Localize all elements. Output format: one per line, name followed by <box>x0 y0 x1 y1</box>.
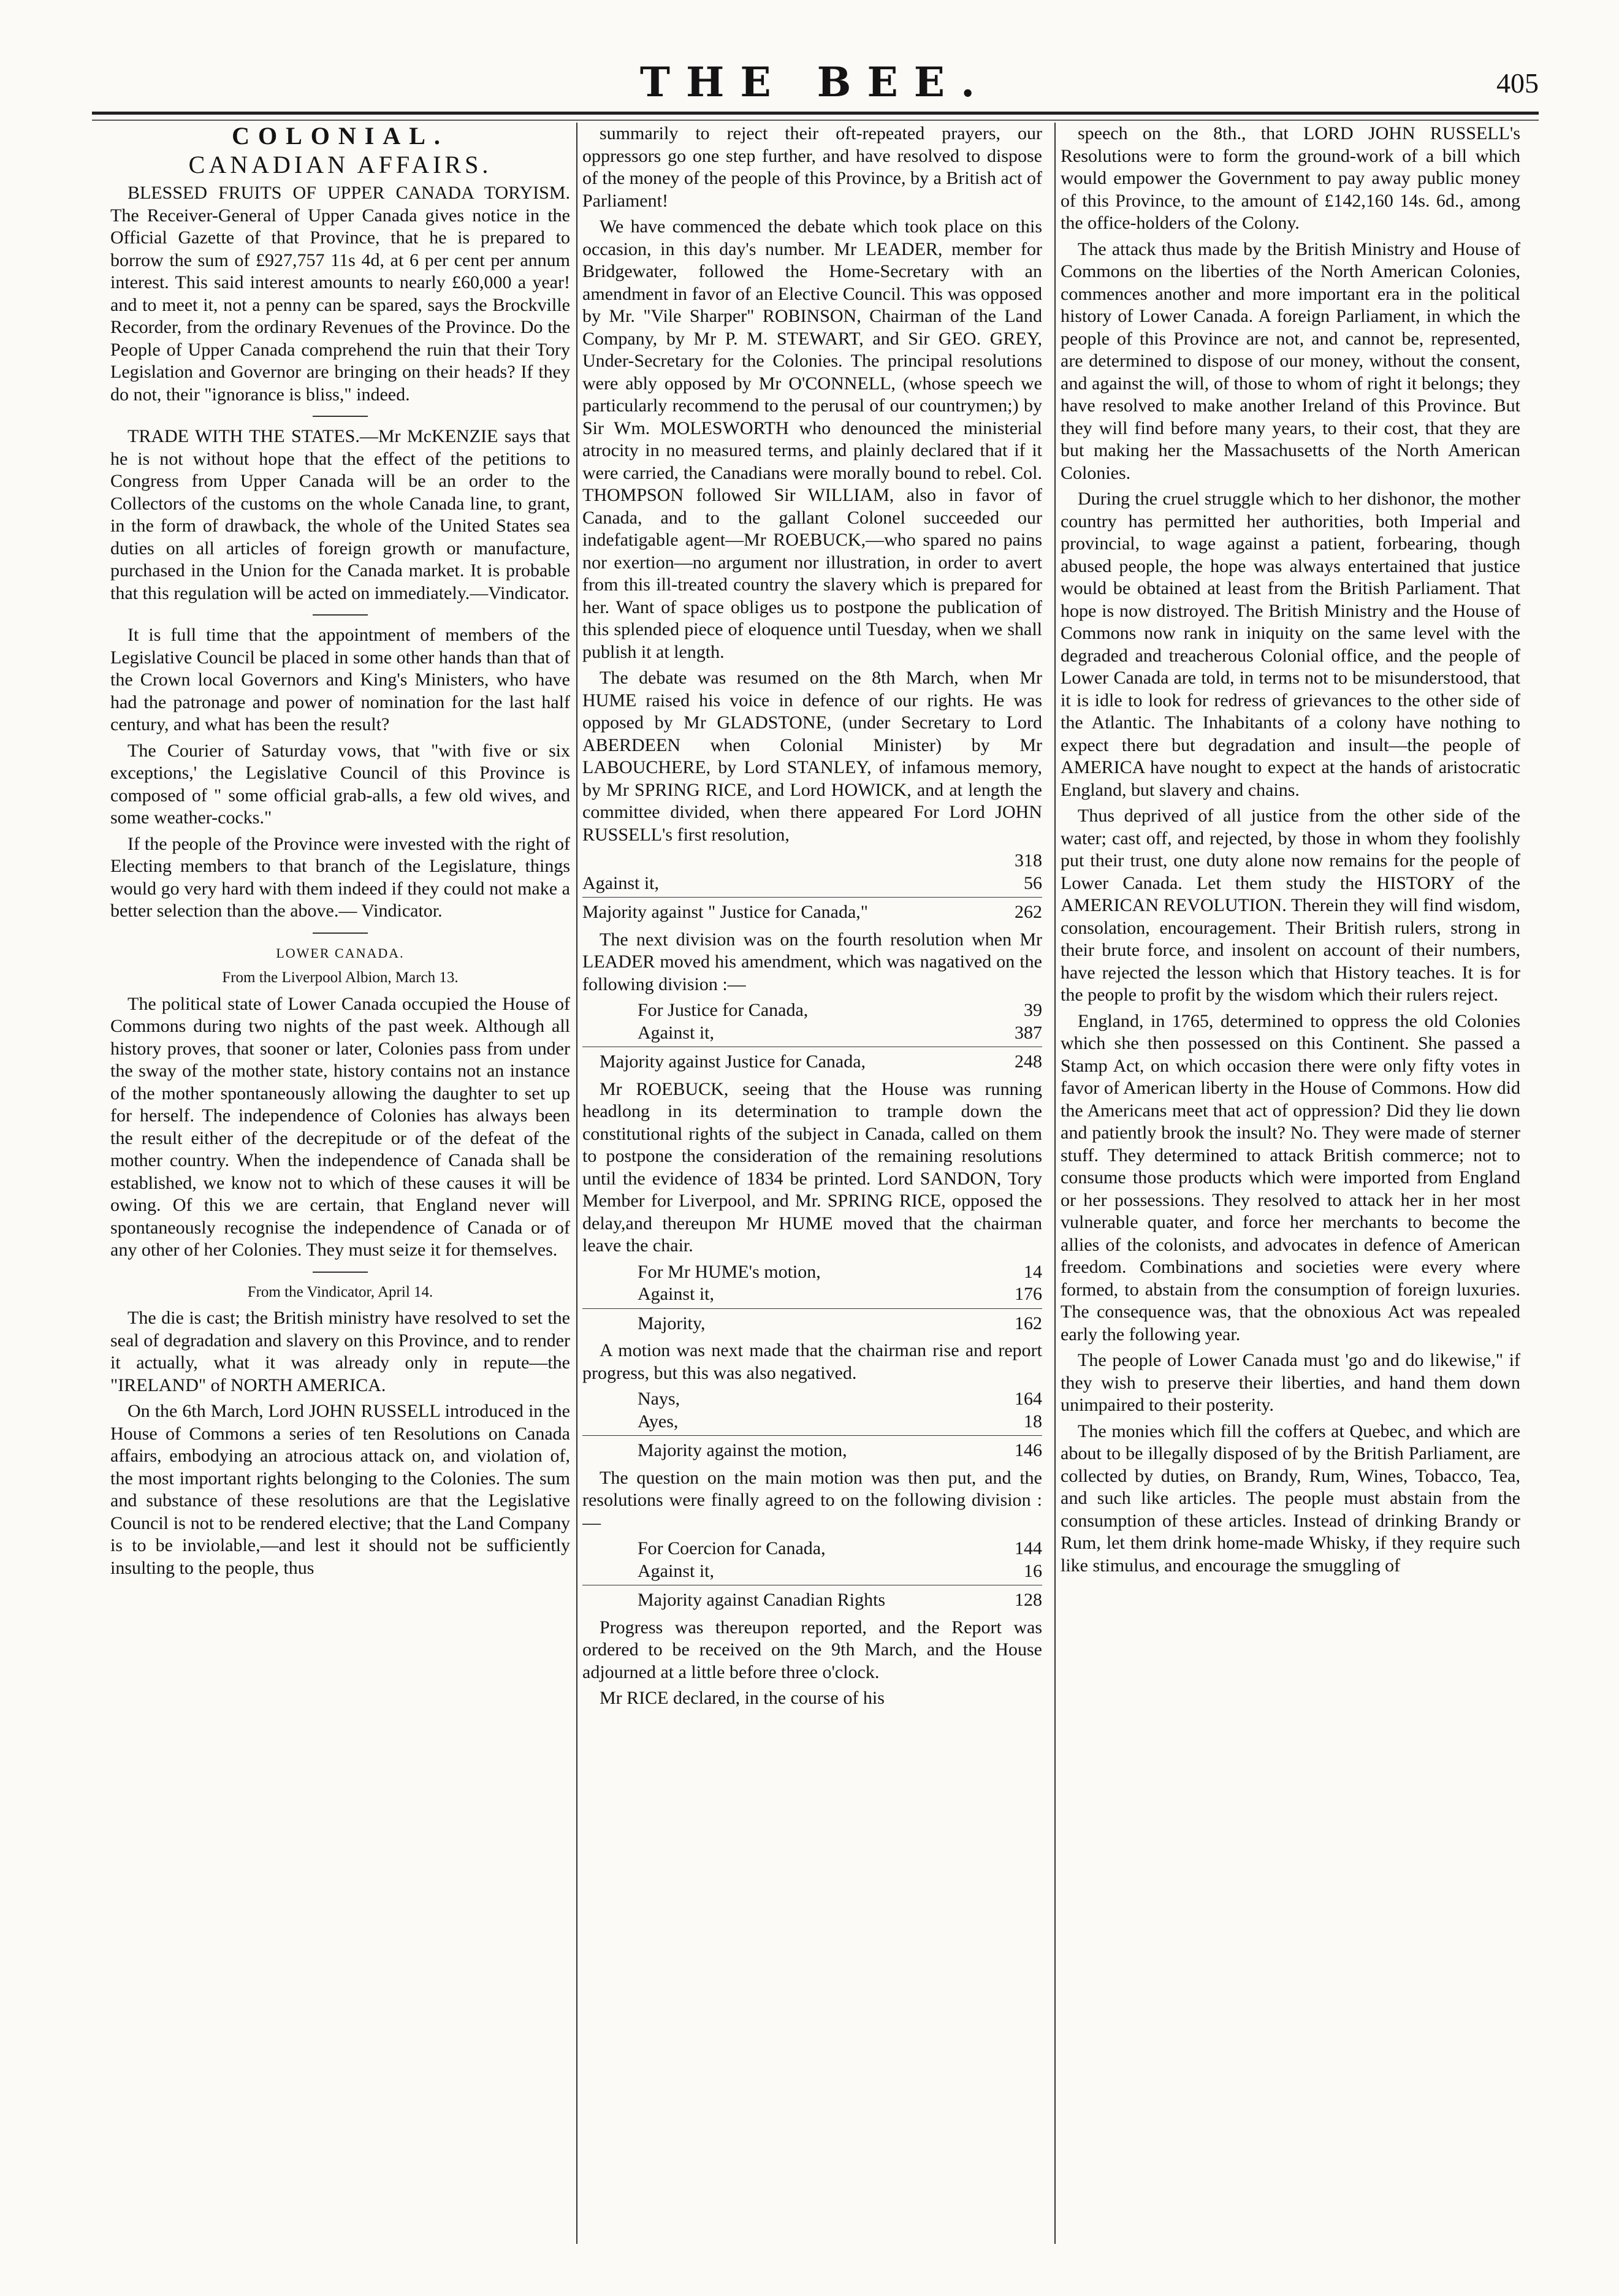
vote-label: Against it, <box>582 872 659 893</box>
article-legislative-council: It is full time that the appointment of members of the Legislative Council be placed in some other hands than that of the Crown local Governors and King's Ministers, who have had the patronage and power of nomination for the last half century, and what has been the result? <box>110 625 570 734</box>
article-trade-with-states: TRADE WITH THE STATES.—Mr McKENZIE says that he is not without hope that the effect of the petitions to Congress from Upper Canada will be an order to the Collectors of the customs on the whole Canada line, to grant, in the form of drawback, the whole of the United States sea duties on all articles of foreign growth or manufacture, purchased in the Union for the Canada market. It is probable that this regulation will be acted on immediately.—Vindicator. <box>110 426 570 603</box>
separator <box>313 416 368 417</box>
vote-total: 128 <box>1015 1590 1042 1610</box>
paragraph-debate-resumed: The debate was resumed on the 8th March, when Mr HUME raised his voice in defence of our rights. He was opposed by Mr GLADSTONE, (under Secretary to Lord ABERDEEN when Colonial Minister) by Mr LABOUCHERE, by Lord STANLEY, of infamous memory, by Mr SPRING RICE, and Lord HOWICK, and at length the committee divided, when there appeared For Lord JOHN RUSSELL's first resolution, <box>582 668 1042 845</box>
paragraph-cruel-struggle: During the cruel struggle which to her dishonor, the mother country has permitted her authorities, both Imperial and provincial, to wage against a patient, forbearing, though abused people, the hope was always entertained that justice would be obtained at least from the British Parliament. That hope is now distroyed. The British Ministry and the House of Commons now rank in iniquity on the same level with the degraded and treacherous Colonial office, and the people of Lower Canada are told, in terms not to be misunderstood, that it is idle to look for redress of grievances to the other side of the Atlantic. The Inhabitants of a colony have nothing to expect there but degradation and insult—the people of AMERICA have nought to expect at the hands of aristocratic England, but slavery and chains. <box>1061 489 1520 800</box>
vote-total: 248 <box>1015 1051 1042 1072</box>
paragraph-progress-reported: Progress was thereupon reported, and the Report was ordered to be received on the 9th March, and the House adjourned at a little before three o'clock. <box>582 1617 1042 1682</box>
paragraph-debate: We have commenced the debate which took place on this occasion, in this day's number. Mr LEADER, member for Bridgewater, followed the Home-Secretary with an amendment in favor of an Elective Council. This was opposed by Mr. "Vile Sharper" ROBINSON, Chairman of the Land Company, by Mr P. M. STEWART, and Sir GEO. GREY, Under-Secretary for the Colonies. The principal resolutions were ably opposed by Mr O'CONNELL, (whose speech we particularly recommend to the perusal of our countrymen;) by Sir Wm. MOLESWORTH who denounced the ministerial atrocity in no measured terms, and plainly declared that if it were carried, the Canadians were morally bound to rebel. Col. THOMPSON followed Sir WILLIAM, also in favor of Canada, and to the gallant Colonel succeeded our indefatigable agent—Mr ROEBUCK,—who spared no pains nor exertion—no argument nor illustration, in order to avert from this ill-treated country the slavery which is prepared for her. Want of space obliges us to postpone the publication of this splended piece of eloquence until Tuesday, when we shall publish it at length. <box>582 216 1042 662</box>
header-rule <box>92 112 1539 121</box>
article-electing-members: If the people of the Province were invested with the right of Electing members to that branch of the Legislature, things would go very hard with them indeed if they could not make a better selection than the above.— Vindicator. <box>110 833 570 921</box>
separator <box>313 1272 368 1273</box>
source-liverpool-albion: From the Liverpool Albion, March 13. <box>222 969 459 986</box>
column-2 <box>582 123 1042 2256</box>
column-rule-2 <box>1054 123 1056 2244</box>
vote-hume-motion <box>582 1261 1042 1335</box>
vote-total-label: Majority against Canadian Rights <box>638 1590 886 1610</box>
vote-main-motion <box>582 1538 1042 1612</box>
vote-total: 262 <box>1015 902 1042 922</box>
paragraph-go-and-do-likewise: The people of Lower Canada must 'go and do likewise," if they wish to preserve their liberties, and hand them down unimpaired to their posterity. <box>1061 1350 1520 1415</box>
vote-rule <box>582 897 1042 898</box>
vote-count: 176 <box>1015 1284 1042 1304</box>
paragraph-rice-speech: speech on the 8th., that LORD JOHN RUSSELL's Resolutions were to form the ground-work of a bill which would empower the Government to pay away public money of this Province, to the amount of £142,160 14s. 6d., among the office-holders of the Colony. <box>1061 123 1520 233</box>
paragraph-mr-rice: Mr RICE declared, in the course of his <box>600 1688 885 1708</box>
paragraph-british-attack: The attack thus made by the British Ministry and House of Commons on the liberties of the North American Colonies, commences another and more important era in the political history of Lower Canada. A foreign Parliament, in which the people of this Province are not, and cannot be, represented, are determined to dispose of our money, without the consent, and against the will, of those to whom of right it belongs; they have resolved to make another Ireland of this Province. But they will find before many years, to their cost, that they are but making her the Massachusetts of the North American Colonies. <box>1061 238 1520 483</box>
vote-report-progress <box>582 1388 1042 1462</box>
article-die-is-cast: The die is cast; the British ministry have resolved to set the seal of degradation and slavery on this Province, and to render it actually, what it was already only in repute—the "IRELAND" of NORTH AMERICA. <box>110 1308 570 1395</box>
vote-total: 162 <box>1015 1313 1042 1333</box>
vote-label: Ayes, <box>638 1411 679 1432</box>
vote-label: Against it, <box>638 1560 714 1581</box>
vote-total-label: Majority against Justice for Canada, <box>600 1051 866 1072</box>
vote-label: Against it, <box>638 1284 714 1304</box>
vote-count: 164 <box>1015 1389 1042 1409</box>
vote-count: 16 <box>1024 1560 1042 1581</box>
source-vindicator: From the Vindicator, April 14. <box>247 1283 433 1300</box>
vote-label: For Justice for Canada, <box>638 1000 809 1020</box>
vote-label: Nays, <box>638 1389 680 1409</box>
paragraph-stamp-act: England, in 1765, determined to oppress the old Colonies which she then possessed on this Continent. She passed a Stamp Act, on which occasion there were only fifty votes in favor of American liberty in the House of Commons. How did the Americans meet that act of oppression? Did they lie down and patiently brook the insult? No. They were made of sterner stuff. They determined to attack British commerce; not to consume those products which were imported from England or her possessions. They resolved to attack her in her most vulnerable quater, and force her merchants to become the allies of the colonists, and advocates in defence of American freedom. Combinations and societies were every where formed, to abstain from the consumption of foreign luxuries. The consequence was, that the obnoxious Act was repealed early the following year. <box>1061 1010 1520 1344</box>
vote-count: 318 <box>1015 850 1042 871</box>
section-label: COLONIAL. <box>232 123 449 150</box>
column-3 <box>1061 123 1520 2256</box>
vote-count: 14 <box>1024 1261 1042 1282</box>
vote-total-label: Majority against the motion, <box>638 1440 847 1460</box>
page-number: 405 <box>1496 67 1539 99</box>
vote-count: 144 <box>1015 1538 1042 1558</box>
vote-label: For Mr HUME's motion, <box>638 1261 821 1282</box>
vote-rule <box>582 1435 1042 1436</box>
article-upper-canada-toryism: BLESSED FRUITS OF UPPER CANADA TORYISM. The Receiver-General of Upper Canada gives notice in the Official Gazette of that Province, that he is prepared to borrow the sum of £927,757 11s 4d, at 6 per cent per annum interest. This said interest amounts to nearly £60,000 a year! and to meet it, not a penny can be spared, says the Brockville Recorder, from the ordinary Revenues of the Province. Do the People of Upper Canada comprehend the ruin that their Tory Legislation and Governor are bringing on their heads? If they do not, their "ignorance is bliss," indeed. <box>110 183 570 405</box>
article-lower-canada: The political state of Lower Canada occupied the House of Commons during two nights of the past week. Although all history proves, that sooner or later, Colonies pass from under the sway of the mother state, history contains not an instance of the mother spontaneously allowing the daughter to set up for herself. The independence of Colonies has always been the result either of the decrepitude or of the defeat of the mother country. When the independence of Canada shall be established, we know not to which of these causes it will be owing. Of this we are certain, that England never will spontaneously recognise the independence of Canada or of any other of her Colonies. They must seize it for themselves. <box>110 993 570 1260</box>
vote-total-label: Majority against " Justice for Canada," <box>582 902 869 922</box>
vote-label: Against it, <box>638 1022 714 1043</box>
paragraph-report-progress: A motion was next made that the chairman rise and report progress, but this was also negatived. <box>582 1340 1042 1383</box>
masthead <box>92 58 1539 107</box>
paragraph-deprived-of-justice: Thus deprived of all justice from the other side of the water; cast off, and rejected, by those in whom they foolishly put their trust, one duty alone now remains for the people of Lower Canada. Let them study the HISTORY of the AMERICAN REVOLUTION. Therein they will find wisdom, consolation, encouragement. Their British rulers, strong in their brute force, and insolent on account of their numbers, have rejected the lesson which that History teaches. It is for the people to profit by the wisdom which their rulers reject. <box>1061 806 1520 1005</box>
paragraph-monies: The monies which fill the coffers at Quebec, and which are about to be illegally disposed of by the British Parliament, are collected by duties, on Brandy, Rum, Wines, Tobacco, Tea, and such like articles. The people must abstain from the consumption of these articles. Instead of drinking Brandy or Rum, let them drink home-made Whisky, if they require such like stimulus, and encourage the smuggling of <box>1061 1421 1520 1576</box>
paragraph-main-motion: The question on the main motion was then put, and the resolutions were finally agreed to on the following division :— <box>582 1467 1042 1533</box>
paragraph-fourth-resolution: The next division was on the fourth resolution when Mr LEADER moved his amendment, which was nagatived on the following division :— <box>582 929 1042 994</box>
paragraph: summarily to reject their oft-repeated prayers, our oppressors go one step further, and have resolved to dispose of the money of the people of this Province, by a British act of Parliament! <box>582 123 1042 211</box>
vote-label: For Coercion for Canada, <box>638 1538 826 1558</box>
masthead-title: THE BEE. <box>639 58 991 106</box>
lower-canada-heading: LOWER CANADA. <box>276 945 405 961</box>
article-courier: The Courier of Saturday vows, that "with five or six exceptions,' the Legislative Council of this Province is composed of " some official grab-alls, a few old wives, and some weather-cocks." <box>110 740 570 828</box>
vote-count: 56 <box>1024 872 1042 893</box>
vote-total: 146 <box>1015 1440 1042 1460</box>
vote-first-resolution <box>582 850 1042 924</box>
vote-total-label: Majority, <box>638 1313 706 1333</box>
column-rule-1 <box>576 123 577 2244</box>
column-1 <box>110 123 570 2256</box>
vote-count: 39 <box>1024 1000 1042 1020</box>
separator <box>313 933 368 934</box>
vote-fourth-resolution <box>582 999 1042 1074</box>
vote-count: 387 <box>1015 1022 1042 1043</box>
paragraph-roebuck: Mr ROEBUCK, seeing that the House was running headlong in its determination to trample down the constitutional rights of the subject in Canada, called on them to postpone the consideration of the remaining resolutions until the evidence of 1834 be printed. Lord SANDON, Tory Member for Liverpool, and Mr. SPRING RICE, opposed the delay,and thereupon Mr HUME moved that the chairman leave the chair. <box>582 1078 1042 1256</box>
section-title: CANADIAN AFFAIRS. <box>188 150 492 178</box>
article-sixth-march: On the 6th March, Lord JOHN RUSSELL introduced in the House of Commons a series of ten Resolutions on Canada affairs, embodying an atrocious attack on, and violation of, the most important rights belonging to the Colonies. The sum and substance of these resolutions are that the Legislative Council is not to be rendered elective; that the Land Company is to be inviolable,—and lest it should not be sufficiently insulting to the people, thus <box>110 1401 570 1578</box>
vote-count: 18 <box>1024 1411 1042 1432</box>
separator <box>313 614 368 616</box>
vote-rule <box>582 1308 1042 1309</box>
